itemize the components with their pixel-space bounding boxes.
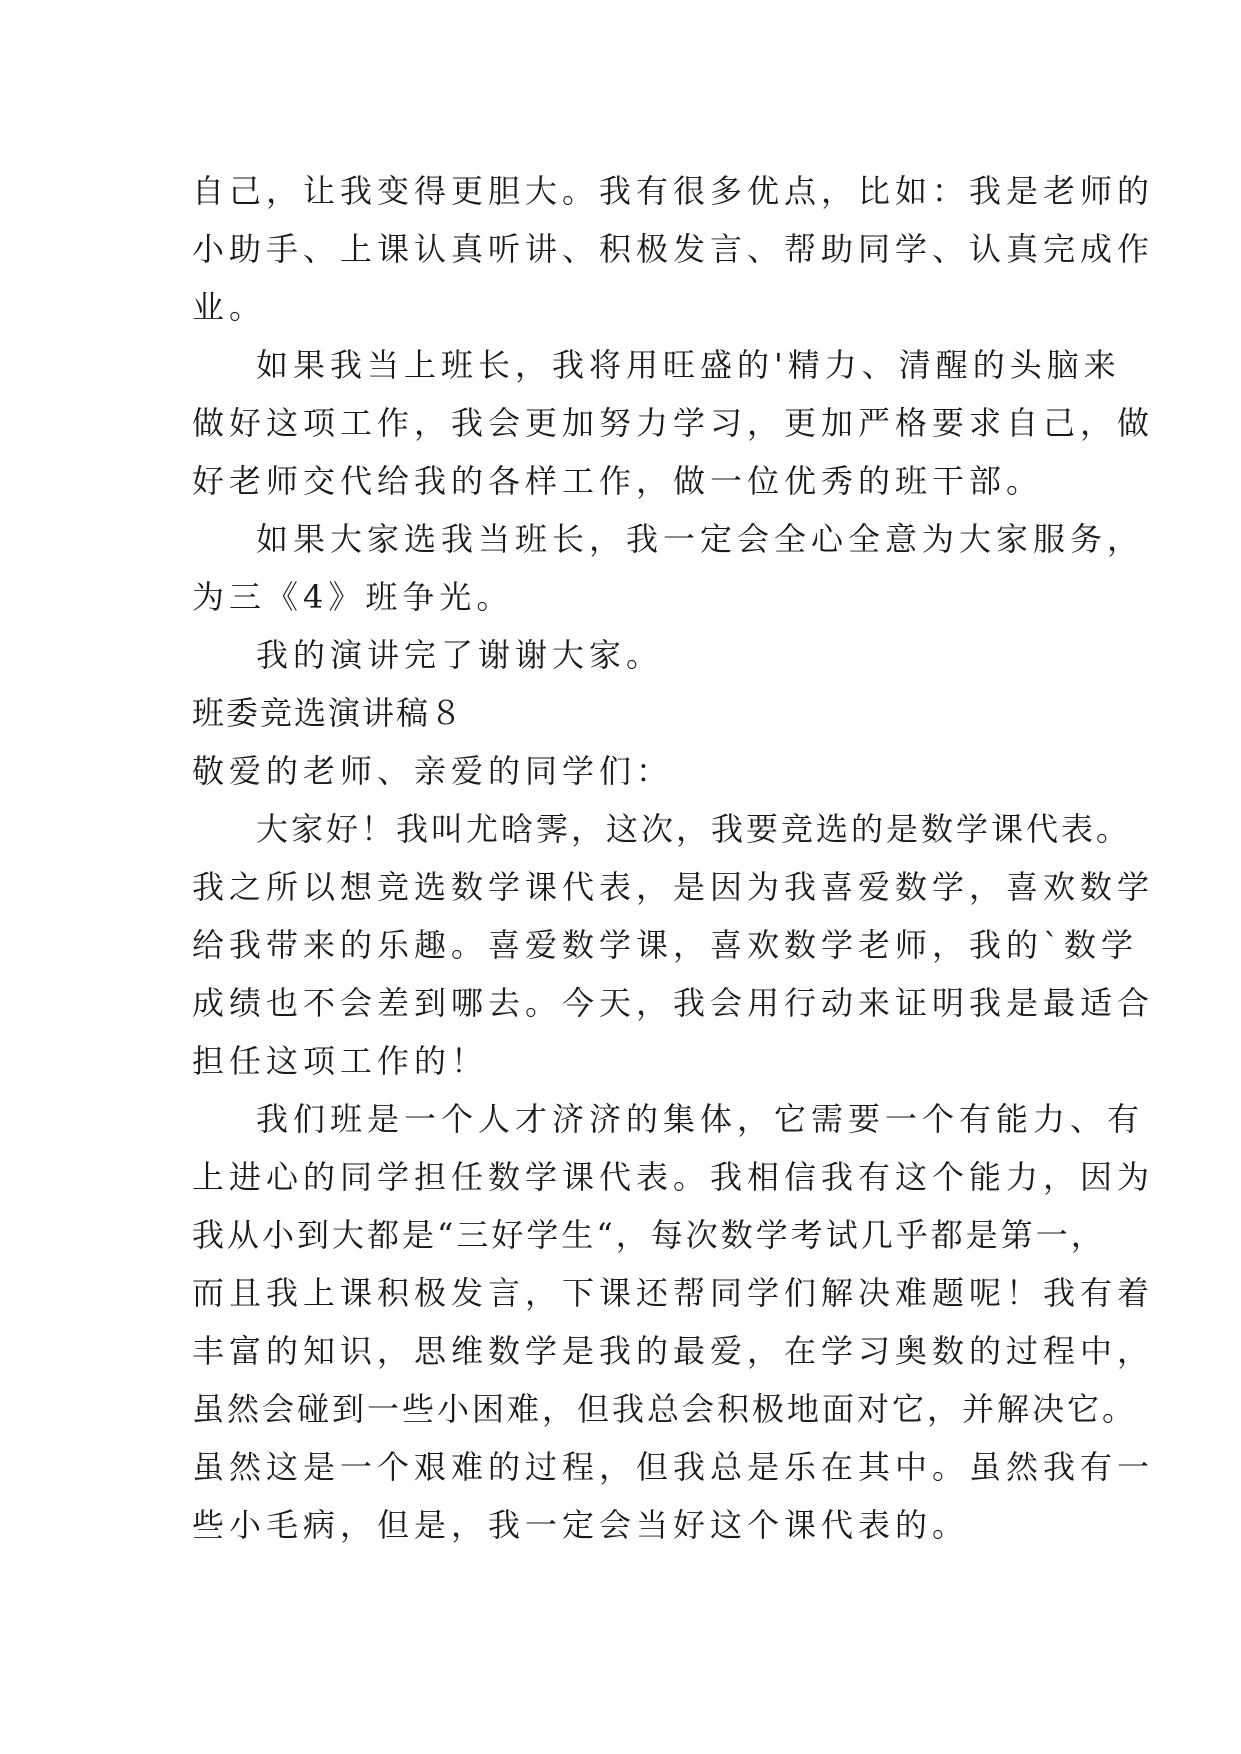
text-line: 给我带来的乐趣。喜爱数学课，喜欢数学老师，我的`数学 [192, 926, 1139, 964]
text-line: 成绩也不会差到哪去。今天，我会用行动来证明我是最适合 [192, 984, 1155, 1022]
salutation: 敬爱的老师、亲爱的同学们： [192, 752, 674, 790]
text-line: 些小毛病，但是，我一定会当好这个课代表的。 [192, 1506, 970, 1544]
text-line: 我之所以想竞选数学课代表，是因为我喜爱数学，喜欢数学 [192, 868, 1155, 906]
text-line: 担任这项工作的！ [192, 1042, 489, 1080]
document-body [192, 162, 1155, 1554]
text-line: 我从小到大都是“三好学生“，每次数学考试几乎都是第一， [192, 1216, 1106, 1254]
section-heading: 班委竞选演讲稿８ [192, 694, 465, 732]
paragraph-start-line: 如果大家选我当班长，我一定会全心全意为大家服务， [256, 520, 1145, 558]
text-line: 上进心的同学担任数学课代表。我相信我有这个能力，因为 [192, 1158, 1155, 1196]
text-line: 自己，让我变得更胆大。我有很多优点，比如：我是老师的 [192, 172, 1155, 210]
text-line: 虽然会碰到一些小困难，但我总会积极地面对它，并解决它。 [192, 1390, 1138, 1428]
text-line: 虽然这是一个艰难的过程，但我总是乐在其中。虽然我有一 [192, 1448, 1155, 1486]
text-line: 业。 [192, 288, 267, 326]
paragraph-start-line: 如果我当上班长，我将用旺盛的'精力、清醒的头脑来 [256, 346, 1121, 384]
text-line: 小助手、上课认真听讲、积极发言、帮助同学、认真完成作 [192, 230, 1155, 268]
text-line: 好老师交代给我的各样工作，做一位优秀的班干部。 [192, 462, 1044, 500]
paragraph-start-line: 我们班是一个人才济济的集体，它需要一个有能力、有 [256, 1100, 1145, 1138]
paragraph-start-line: 大家好！我叫尤晗霁，这次，我要竞选的是数学课代表。 [256, 810, 1132, 848]
text-line: 为三《4》班争光。 [192, 578, 514, 616]
text-line: 做好这项工作，我会更加努力学习，更加严格要求自己，做 [192, 404, 1155, 442]
text-line: 丰富的知识，思维数学是我的最爱，在学习奥数的过程中， [192, 1332, 1155, 1370]
text-line: 而且我上课积极发言，下课还帮同学们解决难题呢！我有着 [192, 1274, 1155, 1312]
closing-line: 我的演讲完了谢谢大家。 [256, 636, 664, 674]
